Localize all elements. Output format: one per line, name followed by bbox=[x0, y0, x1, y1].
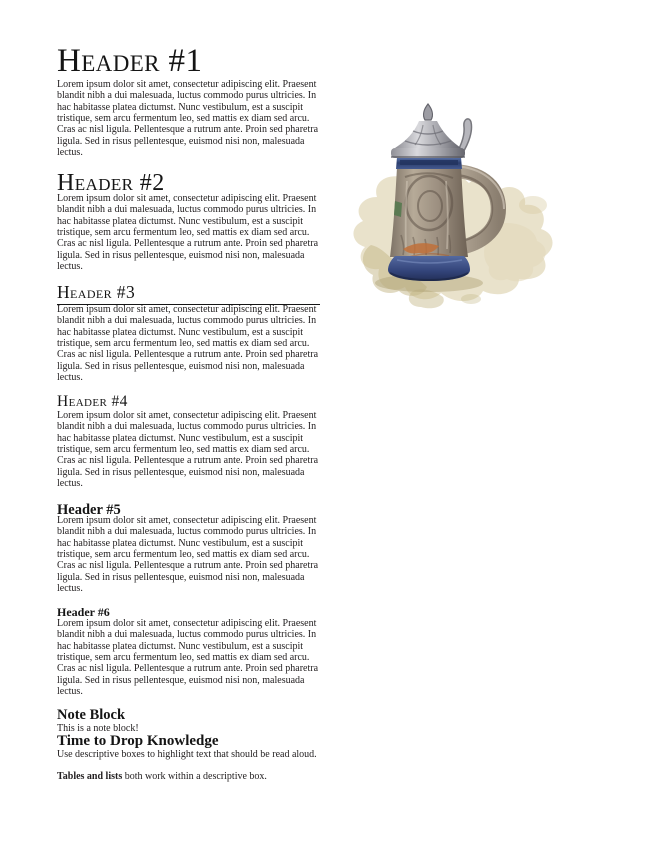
stein-illustration bbox=[343, 85, 563, 315]
tables-and-lists-line bbox=[57, 771, 320, 782]
stein-base bbox=[388, 256, 470, 281]
header-6: Header #6 bbox=[57, 605, 110, 619]
knowledge-title: Time to Drop Knowledge bbox=[57, 733, 219, 749]
tables-and-lists-rest: both work within a descriptive box. bbox=[122, 771, 267, 782]
header-2: Header #2 bbox=[57, 170, 165, 196]
header-3: Header #3 bbox=[57, 283, 320, 305]
paragraph-4: Lorem ipsum dolor sit amet, consectetur adipiscing elit. Praesent blandit nibh a dui malesuada, luctus commodo purus ultricies. In hac habitasse platea dictumst. Nunc vestibulum, est a suscipit tristique, sem arcu fermentum leo, sed mattis ex diam sed arcu. Cras ac nisl ligula. Pellentesque a rutrum ante. Proin sed pharetra ligula. Sed in risus pellentesque, euismod nisi non, malesuada lectus. bbox=[57, 410, 319, 490]
paragraph-6: Lorem ipsum dolor sit amet, consectetur adipiscing elit. Praesent blandit nibh a dui malesuada, luctus commodo purus ultricies. In hac habitasse platea dictumst. Nunc vestibulum, est a suscipit tristique, sem arcu fermentum leo, sed mattis ex diam sed arcu. Cras ac nisl ligula. Pellentesque a rutrum ante. Proin sed pharetra ligula. Sed in risus pellentesque, euismod nisi non, malesuada lectus. bbox=[57, 618, 319, 698]
stein-neck-band bbox=[396, 157, 462, 169]
paragraph-1: Lorem ipsum dolor sit amet, consectetur adipiscing elit. Praesent blandit nibh a dui malesuada, luctus commodo purus ultricies. In hac habitasse platea dictumst. Nunc vestibulum, est a suscipit tristique, sem arcu fermentum leo, sed mattis ex diam sed arcu. Cras ac nisl ligula. Pellentesque a rutrum ante. Proin sed pharetra ligula. Sed in risus pellentesque, euismod nisi non, malesuada lectus. bbox=[57, 79, 319, 159]
tables-and-lists-lead: Tables and lists bbox=[57, 771, 123, 782]
lid-finial bbox=[424, 104, 433, 120]
header-1: Header #1 bbox=[57, 43, 203, 79]
paragraph-5: Lorem ipsum dolor sit amet, consectetur adipiscing elit. Praesent blandit nibh a dui malesuada, luctus commodo purus ultricies. In hac habitasse platea dictumst. Nunc vestibulum, est a suscipit tristique, sem arcu fermentum leo, sed mattis ex diam sed arcu. Cras ac nisl ligula. Pellentesque a rutrum ante. Proin sed pharetra ligula. Sed in risus pellentesque, euismod nisi non, malesuada lectus. bbox=[57, 515, 319, 595]
stein-body bbox=[390, 167, 468, 257]
paragraph-2: Lorem ipsum dolor sit amet, consectetur adipiscing elit. Praesent blandit nibh a dui malesuada, luctus commodo purus ultricies. In hac habitasse platea dictumst. Nunc vestibulum, est a suscipit tristique, sem arcu fermentum leo, sed mattis ex diam sed arcu. Cras ac nisl ligula. Pellentesque a rutrum ante. Proin sed pharetra ligula. Sed in risus pellentesque, euismod nisi non, malesuada lectus. bbox=[57, 193, 319, 273]
header-5: Header #5 bbox=[57, 502, 121, 518]
note-block-text: This is a note block! bbox=[57, 723, 139, 734]
paragraph-3: Lorem ipsum dolor sit amet, consectetur adipiscing elit. Praesent blandit nibh a dui malesuada, luctus commodo purus ultricies. In hac habitasse platea dictumst. Nunc vestibulum, est a suscipit tristique, sem arcu fermentum leo, sed mattis ex diam sed arcu. Cras ac nisl ligula. Pellentesque a rutrum ante. Proin sed pharetra ligula. Sed in risus pellentesque, euismod nisi non, malesuada lectus. bbox=[57, 304, 319, 384]
stein-lid bbox=[391, 104, 472, 158]
knowledge-text: Use descriptive boxes to highlight text that should be read aloud. bbox=[57, 749, 317, 760]
header-4: Header #4 bbox=[57, 393, 128, 410]
note-block-title: Note Block bbox=[57, 707, 126, 723]
